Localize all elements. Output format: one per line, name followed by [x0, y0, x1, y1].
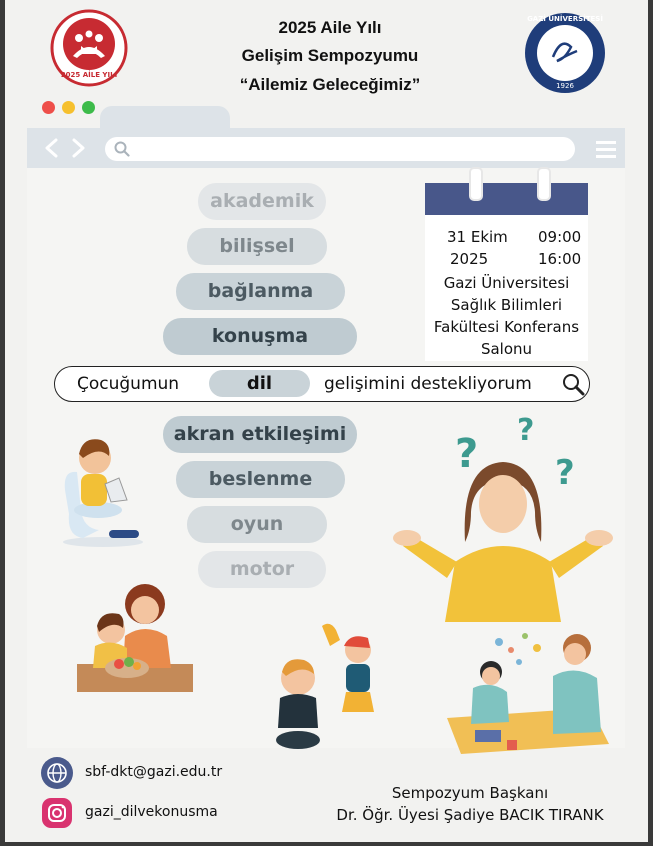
title-line-1: 2025 Aile Yılı	[278, 18, 382, 37]
venue-line: Salonu	[480, 340, 533, 358]
aile-yili-logo-text: 2025 AİLE YILI	[60, 71, 118, 79]
child-potty-illustration	[53, 430, 153, 550]
gazi-logo-year: 1926	[556, 82, 574, 90]
back-icon[interactable]	[41, 136, 63, 160]
schedule-card	[425, 183, 588, 361]
aile-yili-logo	[49, 8, 129, 88]
slogan-search-bar	[54, 366, 590, 402]
gazi-logo-text: GAZİ ÜNİVERSİTESİ	[527, 15, 603, 23]
traffic-light-green[interactable]	[82, 101, 95, 114]
calendar-ring-left	[469, 167, 483, 201]
search-icon	[114, 141, 130, 157]
address-bar[interactable]	[105, 137, 575, 161]
chair-role: Sempozyum Başkanı	[391, 784, 549, 802]
topic-pill: konuşma	[163, 318, 357, 355]
chair-name: Dr. Öğr. Üyesi Şadiye BACIK TIRANK	[336, 806, 604, 824]
playing-together-illustration	[441, 622, 611, 757]
calendar-header	[425, 183, 588, 215]
confused-woman-illustration	[385, 412, 617, 622]
magnifier-icon	[561, 372, 585, 396]
venue-line: Gazi Üniversitesi	[443, 274, 570, 292]
venue-line: Sağlık Bilimleri	[450, 296, 563, 314]
schedule-time-end: 16:00	[538, 250, 582, 268]
calendar-ring-right	[537, 167, 551, 201]
svg-text:?: ?	[555, 453, 575, 493]
instagram-icon	[41, 797, 73, 829]
svg-text:?: ?	[455, 431, 479, 477]
schedule-date-day: 31 Ekim	[447, 228, 508, 246]
topic-pill: beslenme	[176, 461, 345, 498]
globe-icon	[41, 757, 73, 789]
gazi-university-logo	[523, 11, 607, 95]
topic-pill: akademik	[198, 183, 326, 220]
slogan-highlight: dil	[209, 370, 310, 397]
traffic-light-red[interactable]	[42, 101, 55, 114]
schedule-date-year: 2025	[450, 250, 489, 268]
title-line-2: Gelişim Sempozyumu	[241, 46, 419, 65]
title-line-3: “Ailemiz Geleceğimiz”	[239, 75, 421, 94]
svg-text:?: ?	[517, 413, 535, 448]
slogan-suffix: gelişimini destekliyorum	[324, 374, 532, 394]
topic-pill: akran etkileşimi	[163, 416, 357, 453]
topic-pill: bağlanma	[176, 273, 345, 310]
two-kids-illustration	[270, 620, 388, 755]
traffic-light-yellow[interactable]	[62, 101, 75, 114]
venue-line: Fakültesi Konferans	[433, 318, 580, 336]
schedule-time-start: 09:00	[538, 228, 582, 246]
topic-pill: oyun	[187, 506, 327, 543]
menu-icon[interactable]	[595, 138, 617, 160]
topic-pill: motor	[198, 551, 326, 588]
topic-pill: bilişsel	[187, 228, 327, 265]
mother-feeding-illustration	[77, 576, 193, 692]
slogan-prefix: Çocuğumun	[77, 374, 180, 394]
contact-instagram[interactable]: gazi_dilvekonusma	[85, 804, 218, 820]
forward-icon[interactable]	[67, 136, 89, 160]
contact-email[interactable]: sbf-dkt@gazi.edu.tr	[85, 764, 223, 780]
poster	[5, 0, 648, 842]
